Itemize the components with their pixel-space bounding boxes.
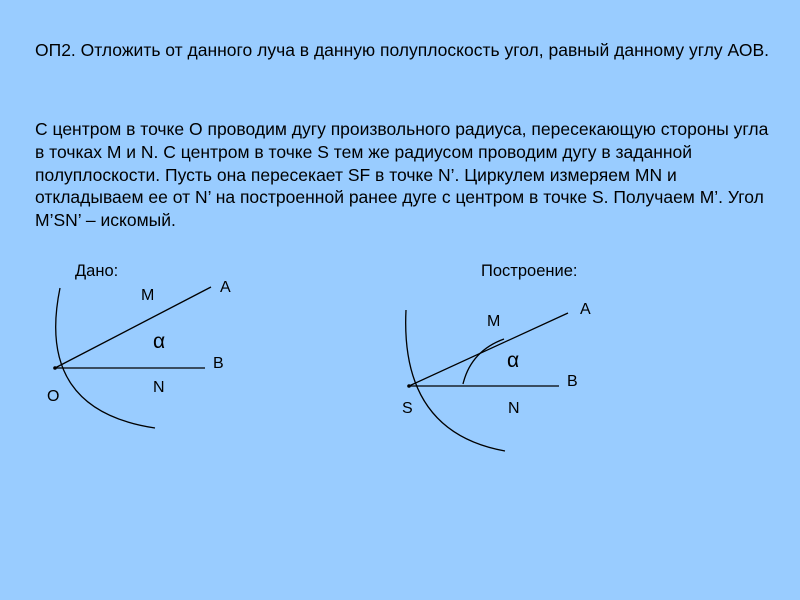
given-label-b: В: [213, 355, 224, 372]
task-title: ОП2. Отложить от данного луча в данную полуплоскость угол, равный данному углу АОВ.: [35, 40, 769, 60]
construction-label-n: N: [508, 400, 520, 417]
given-label-a: А: [220, 279, 231, 296]
construction-figure: [406, 310, 568, 451]
given-label-n: N: [153, 379, 165, 396]
construction-label-m: М: [487, 313, 501, 330]
given-label-alpha: α: [153, 330, 166, 353]
construction-description: С центром в точке О проводим дугу произвольного радиуса, пересекающую стороны угла в точках М и N. С центром в точке S тем же радиусом проводим дугу в заданной полуплоскости. Пусть она пересекает SF в точке N’. Циркулем измеряем MN и откладываем ее от N’ на построенной ранее дуге с центром в точке S. Получаем М’. Угол M’SN’ – искомый.: [35, 119, 769, 231]
given-point-o: [53, 366, 57, 370]
given-label-o: О: [47, 388, 60, 405]
construction-point-s: [407, 384, 411, 388]
given-figure: [53, 287, 211, 428]
given-heading: Дано:: [75, 262, 119, 280]
construction-label-s: S: [402, 400, 413, 417]
given-arc-o: [56, 288, 155, 428]
given-ray-oa: [55, 287, 211, 368]
construction-label-a: А: [580, 301, 591, 318]
given-label-m: М: [141, 287, 155, 304]
construction-heading: Построение:: [481, 262, 578, 280]
construction-label-alpha: α: [507, 349, 520, 372]
construction-label-b: В: [567, 373, 578, 390]
